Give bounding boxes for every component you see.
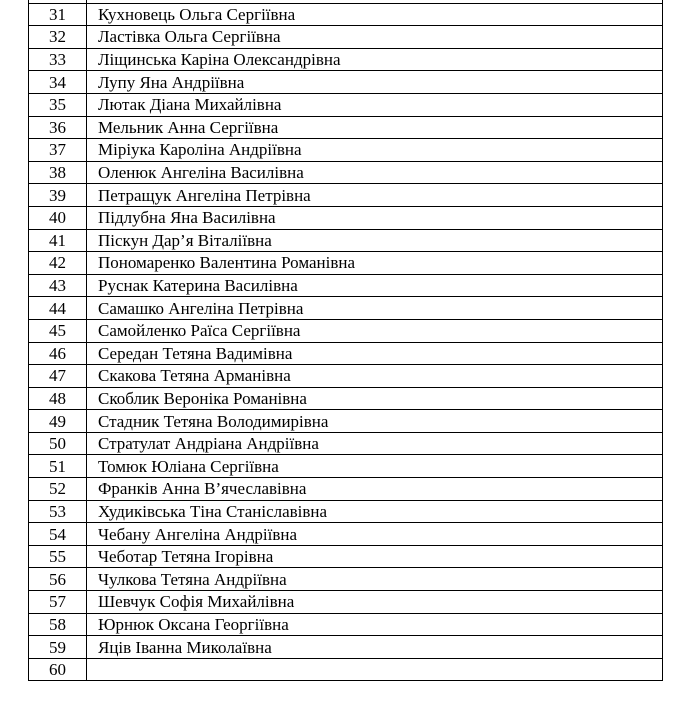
student-name: Руснак Катерина Василівна — [87, 274, 663, 297]
row-number: 58 — [29, 613, 87, 636]
row-number: 43 — [29, 274, 87, 297]
table-row — [29, 500, 663, 523]
table-row — [29, 568, 663, 591]
row-number: 56 — [29, 568, 87, 591]
student-name: Кухновець Ольга Сергіївна — [87, 3, 663, 26]
student-name: Стадник Тетяна Володимирівна — [87, 410, 663, 433]
table-row — [29, 342, 663, 365]
student-name: Скакова Тетяна Арманівна — [87, 365, 663, 388]
table-row — [29, 319, 663, 342]
row-number: 48 — [29, 387, 87, 410]
row-number: 55 — [29, 545, 87, 568]
student-name: Підлубна Яна Василівна — [87, 206, 663, 229]
row-number: 49 — [29, 410, 87, 433]
row-number: 33 — [29, 48, 87, 71]
table-row — [29, 591, 663, 614]
student-name: Худиківська Тіна Станіславівна — [87, 500, 663, 523]
table-row — [29, 613, 663, 636]
student-name: Шевчук Софія Михайлівна — [87, 591, 663, 614]
table-row — [29, 410, 663, 433]
student-name: Чебану Ангеліна Андріївна — [87, 523, 663, 546]
table-row — [29, 523, 663, 546]
table-row — [29, 387, 663, 410]
row-number: 41 — [29, 229, 87, 252]
student-name: Чеботар Тетяна Ігорівна — [87, 545, 663, 568]
student-name: Скоблик Вероніка Романівна — [87, 387, 663, 410]
table-row — [29, 71, 663, 94]
table-row — [29, 274, 663, 297]
row-number: 51 — [29, 455, 87, 478]
table-body — [29, 0, 663, 681]
student-name: Лупу Яна Андріївна — [87, 71, 663, 94]
student-name: Пономаренко Валентина Романівна — [87, 252, 663, 275]
table-row — [29, 545, 663, 568]
table-row — [29, 455, 663, 478]
row-number: 34 — [29, 71, 87, 94]
student-name: Петращук Ангеліна Петрівна — [87, 184, 663, 207]
row-number: 47 — [29, 365, 87, 388]
row-number: 50 — [29, 432, 87, 455]
row-number: 45 — [29, 319, 87, 342]
table-row — [29, 93, 663, 116]
student-name: Лютак Діана Михайлівна — [87, 93, 663, 116]
table-row — [29, 229, 663, 252]
student-name: Стратулат Андріана Андріївна — [87, 432, 663, 455]
student-name: Міріука Кароліна Андріївна — [87, 139, 663, 162]
table-row — [29, 636, 663, 659]
row-number: 37 — [29, 139, 87, 162]
student-name: Чулкова Тетяна Андріївна — [87, 568, 663, 591]
table-row — [29, 139, 663, 162]
student-name: Піскун Дар’я Віталіївна — [87, 229, 663, 252]
row-number: 60 — [29, 658, 87, 681]
row-number: 38 — [29, 161, 87, 184]
table-row — [29, 658, 663, 681]
row-number: 40 — [29, 206, 87, 229]
table-row — [29, 3, 663, 26]
table-row — [29, 26, 663, 49]
table-row — [29, 365, 663, 388]
student-name — [87, 658, 663, 681]
row-number: 57 — [29, 591, 87, 614]
student-name: Юрнюк Оксана Георгіївна — [87, 613, 663, 636]
row-number: 42 — [29, 252, 87, 275]
row-number: 46 — [29, 342, 87, 365]
student-name: Яців Іванна Миколаївна — [87, 636, 663, 659]
student-name: Самойленко Раїса Сергіївна — [87, 319, 663, 342]
student-name: Ліщинська Каріна Олександрівна — [87, 48, 663, 71]
row-number: 59 — [29, 636, 87, 659]
table-row — [29, 432, 663, 455]
row-number: 32 — [29, 26, 87, 49]
row-number: 39 — [29, 184, 87, 207]
table-row — [29, 48, 663, 71]
table-row — [29, 252, 663, 275]
row-number: 52 — [29, 478, 87, 501]
student-name: Оленюк Ангеліна Василівна — [87, 161, 663, 184]
row-number: 31 — [29, 3, 87, 26]
table-row — [29, 116, 663, 139]
student-name: Франків Анна В’ячеславівна — [87, 478, 663, 501]
table-row — [29, 206, 663, 229]
row-number: 54 — [29, 523, 87, 546]
table-row — [29, 184, 663, 207]
row-number: 44 — [29, 297, 87, 320]
student-name: Середан Тетяна Вадимівна — [87, 342, 663, 365]
student-name: Мельник Анна Сергіївна — [87, 116, 663, 139]
row-number: 35 — [29, 93, 87, 116]
table-row — [29, 161, 663, 184]
table-row — [29, 297, 663, 320]
table-row — [29, 478, 663, 501]
row-number: 36 — [29, 116, 87, 139]
student-name: Ластівка Ольга Сергіївна — [87, 26, 663, 49]
student-name: Самашко Ангеліна Петрівна — [87, 297, 663, 320]
row-number: 53 — [29, 500, 87, 523]
student-name: Томюк Юліана Сергіївна — [87, 455, 663, 478]
student-list-table — [28, 0, 663, 681]
